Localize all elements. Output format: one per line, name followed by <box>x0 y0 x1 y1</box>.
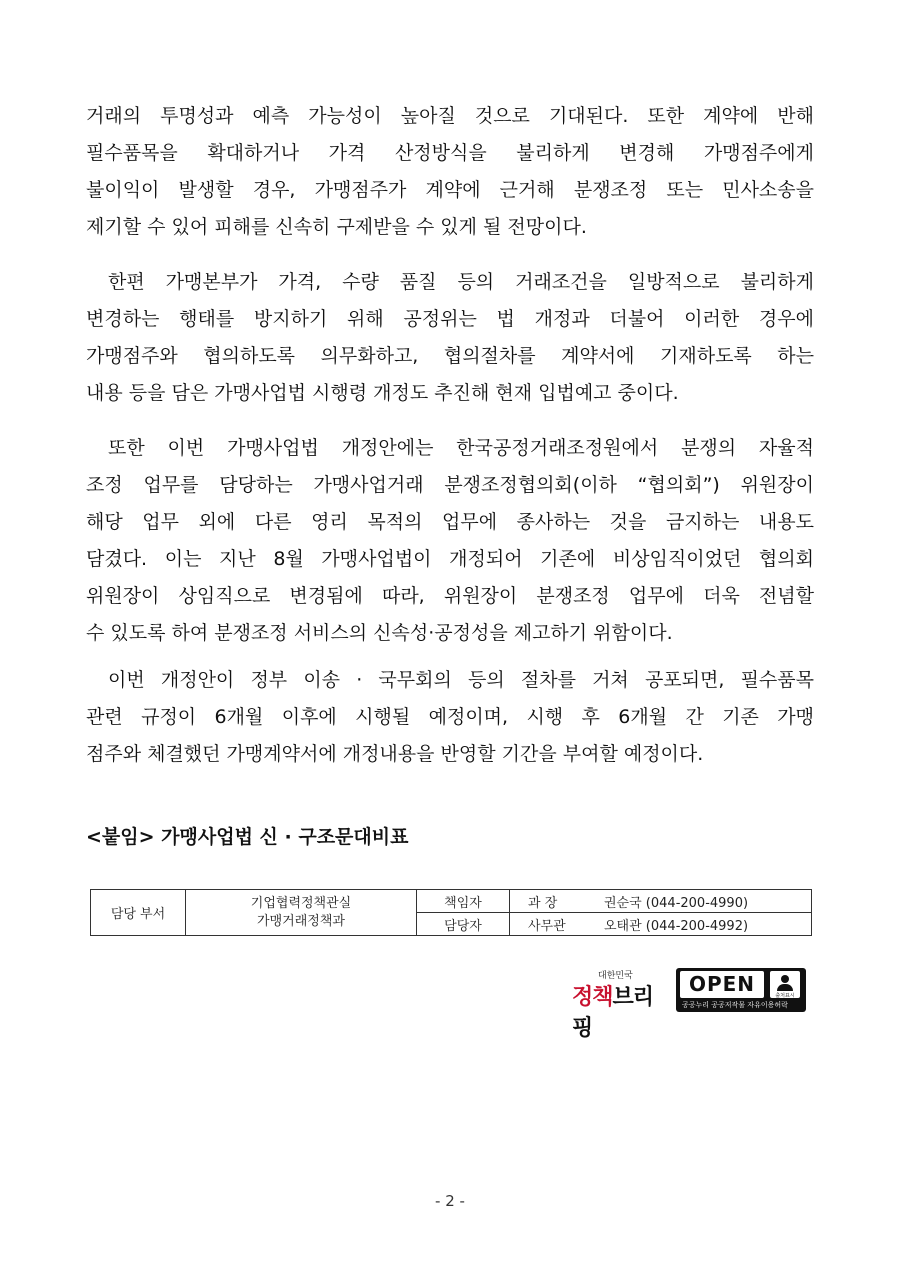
paragraph-line: 담겼다. 이는 지난 8월 가맹사업법이 개정되어 기존에 비상임직이었던 협의회 <box>86 548 814 570</box>
paragraph-1 <box>86 98 814 246</box>
paragraph-line: 한편 가맹본부가 가격, 수량 품질 등의 거래조건을 일방적으로 불리하게 <box>108 271 814 293</box>
briefing-logo-red: 정책 <box>572 985 613 1010</box>
paragraph-line: 점주와 체결했던 가맹계약서에 개정내용을 반영할 기간을 부여할 예정이다. <box>86 743 704 765</box>
paragraph-line: 변경하는 행태를 방지하기 위해 공정위는 법 개정과 더불어 이러한 경우에 <box>86 308 814 330</box>
paragraph-line: 수 있도록 하여 분쟁조정 서비스의 신속성·공정성을 제고하기 위함이다. <box>86 622 673 644</box>
position-title: 과 장 <box>528 895 558 911</box>
paragraph-4 <box>86 662 814 773</box>
paragraph-line: 또한 이번 가맹사업법 개정안에는 한국공정거래조정원에서 분쟁의 자율적 <box>108 437 814 459</box>
page-number: - 2 - <box>435 1192 465 1210</box>
office-name: 기업협력정책관실 <box>250 895 352 911</box>
contact-person <box>510 890 812 913</box>
briefing-logo-small-text: 대한민국 <box>598 971 633 981</box>
position-title: 사무관 <box>528 918 566 934</box>
paragraph-line: 불이익이 발생할 경우, 가맹점주가 계약에 근거해 분쟁조정 또는 민사소송을 <box>86 179 814 201</box>
open-license-badge <box>676 968 806 1012</box>
attribution-label: 출처표시 <box>775 993 795 999</box>
paragraph-line: 해당 업무 외에 다른 영리 목적의 업무에 종사하는 것을 금지하는 내용도 <box>86 511 814 533</box>
role-label: 담당자 <box>417 913 510 936</box>
person-icon <box>770 971 800 998</box>
briefing-logo-black: 브리핑 <box>572 985 654 1041</box>
paragraph-line: 가맹점주와 협의하도록 의무화하고, 협의절차를 계약서에 기재하도록 하는 <box>86 345 814 367</box>
role-label: 책임자 <box>417 890 510 913</box>
paragraph-line: 제기할 수 있어 피해를 신속히 구제받을 수 있게 될 전망이다. <box>86 216 587 238</box>
name-phone: 오태관 (044-200-4992) <box>604 918 749 934</box>
open-license-caption: 공공누리 공공저작물 자유이용허락 <box>682 1001 788 1009</box>
dept-label: 담당 부서 <box>91 890 186 936</box>
paragraph-line: 이번 개정안이 정부 이송 · 국무회의 등의 절차를 거쳐 공포되면, 필수품목 <box>108 669 814 691</box>
contact-row <box>91 890 812 913</box>
briefing-logo-text <box>572 980 668 1042</box>
footer-logos <box>572 966 808 1041</box>
paragraph-line: 내용 등을 담은 가맹사업법 시행령 개정도 추진해 현재 입법예고 중이다. <box>86 382 679 404</box>
paragraph-line: 위원장이 상임직으로 변경됨에 따라, 위원장이 분쟁조정 업무에 더욱 전념할 <box>86 585 814 607</box>
office-cell <box>186 890 417 936</box>
paragraph-3 <box>86 430 814 652</box>
paragraph-line: 거래의 투명성과 예측 가능성이 높아질 것으로 기대된다. 또한 계약에 반해 <box>86 105 814 127</box>
paragraph-line: 필수품목을 확대하거나 가격 산정방식을 불리하게 변경해 가맹점주에게 <box>86 142 814 164</box>
division-name: 가맹거래정책과 <box>257 913 345 929</box>
policy-briefing-logo <box>572 966 668 1041</box>
paragraph-line: 관련 규정이 6개월 이후에 시행될 예정이며, 시행 후 6개월 간 기존 가맹 <box>86 706 814 728</box>
paragraph-2 <box>86 264 814 412</box>
open-logo-word: OPEN <box>680 971 764 998</box>
contact-person <box>510 913 812 936</box>
attachment-title: <붙임> 가맹사업법 신 · 구조문대비표 <box>86 826 409 848</box>
contact-table <box>90 889 812 936</box>
name-phone: 권순국 (044-200-4990) <box>604 895 749 911</box>
paragraph-line: 조정 업무를 담당하는 가맹사업거래 분쟁조정협의회(이하 “협의회”) 위원장이 <box>86 474 814 496</box>
